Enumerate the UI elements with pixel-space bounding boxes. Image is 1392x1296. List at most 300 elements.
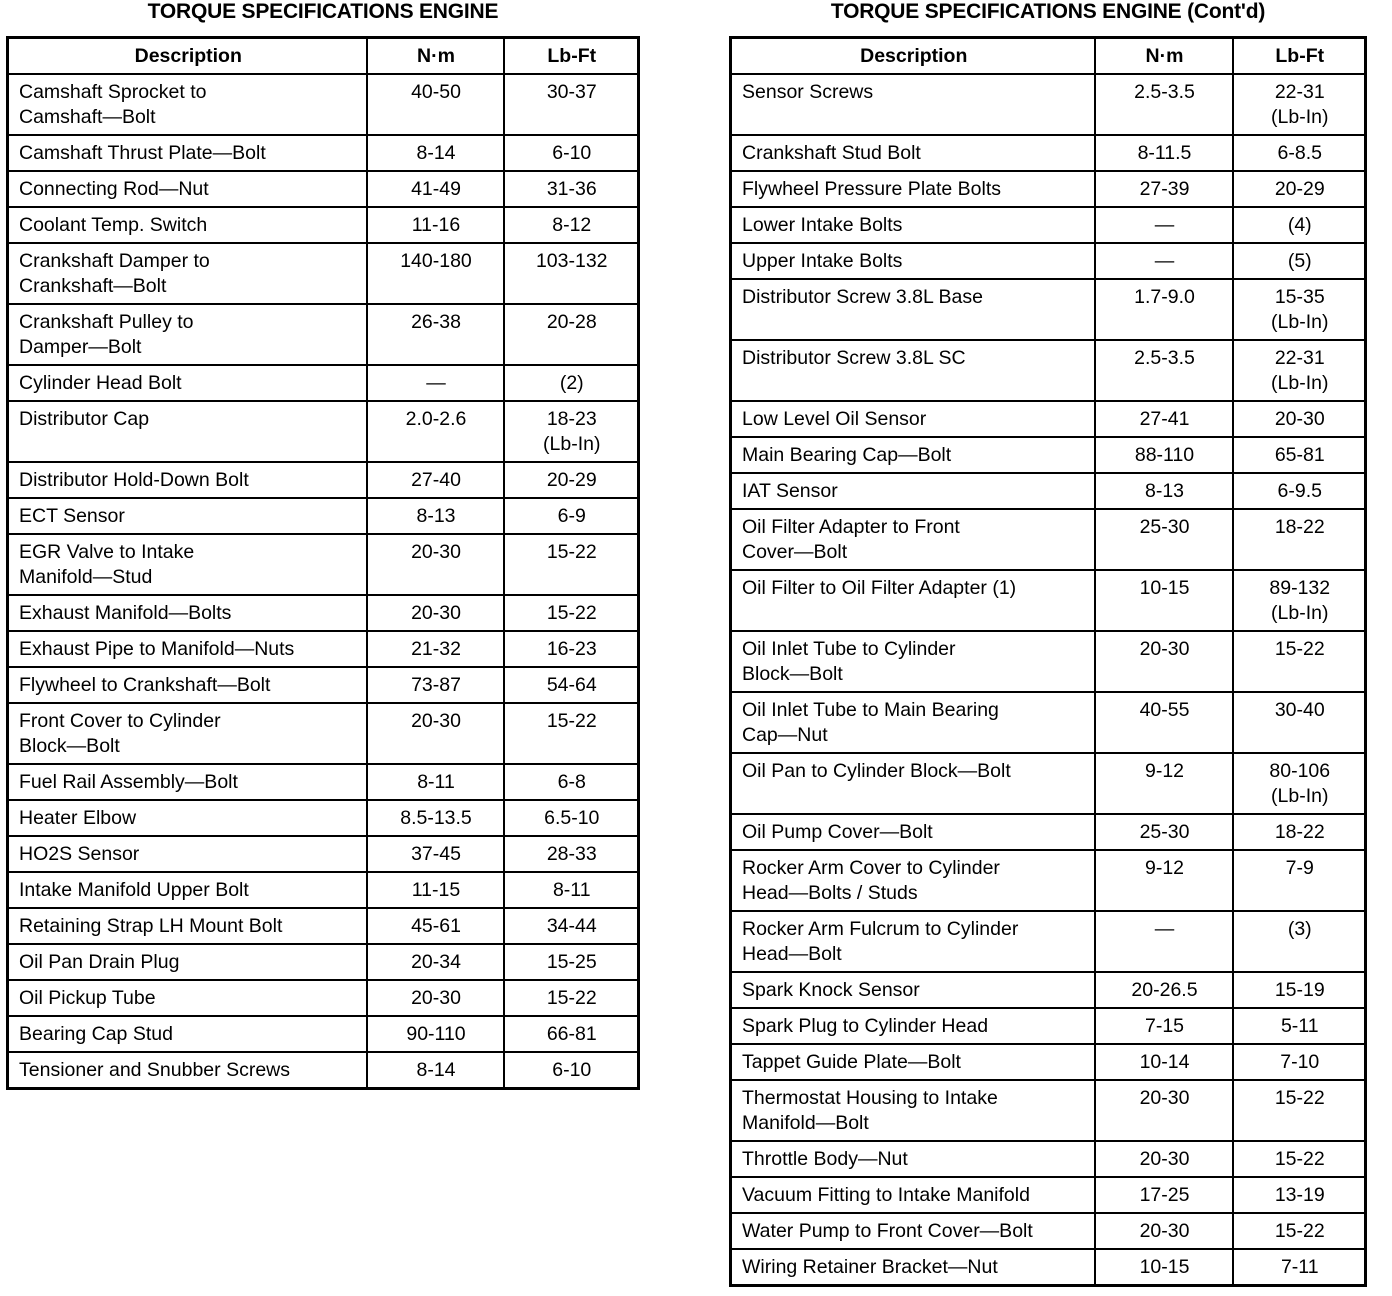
description-cell-text: Bearing Cap Stud	[19, 1023, 173, 1045]
nm-cell	[1095, 473, 1233, 509]
nm-cell	[1095, 753, 1233, 814]
description-cell-text: Flywheel to Crankshaft—Bolt	[19, 674, 271, 696]
lbft-cell-text: 6-9.5	[1277, 480, 1322, 502]
table-row	[731, 171, 1366, 207]
description-cell	[8, 703, 367, 764]
description-cell-text: Oil Filter Adapter to Front Cover—Bolt	[742, 516, 960, 563]
lbft-cell-text: 15-19	[1274, 979, 1325, 1001]
nm-cell-text: 11-16	[411, 214, 461, 236]
nm-cell-text: 7-15	[1144, 1015, 1185, 1037]
description-cell	[731, 570, 1095, 631]
lbft-cell-text: 31-36	[546, 178, 597, 200]
description-cell	[731, 437, 1095, 473]
lbft-cell	[1233, 692, 1366, 753]
lbft-cell-text: 15-35 (Lb-In)	[1271, 286, 1329, 333]
description-cell-text: ECT Sensor	[19, 505, 125, 527]
lbft-cell-text: (5)	[1287, 250, 1312, 272]
lbft-cell	[504, 980, 639, 1016]
description-cell-text: Oil Pickup Tube	[19, 987, 156, 1009]
table-row	[8, 800, 639, 836]
torque-spec-table	[6, 36, 640, 1090]
description-cell-text: Crankshaft Stud Bolt	[742, 142, 921, 164]
nm-cell-text: 10-14	[1139, 1051, 1190, 1073]
nm-cell-text: 8-14	[416, 1059, 456, 1081]
nm-cell	[1095, 1141, 1233, 1177]
lbft-cell-text: 18-22	[1274, 821, 1325, 843]
table-row	[731, 692, 1366, 753]
lbft-cell	[1233, 911, 1366, 972]
lbft-cell	[504, 908, 639, 944]
nm-cell-text: 20-30	[1139, 1087, 1190, 1109]
description-cell-text: Distributor Hold-Down Bolt	[19, 469, 249, 491]
lbft-cell	[1233, 135, 1366, 171]
lbft-cell	[1233, 1008, 1366, 1044]
lbft-cell-text: 6-8.5	[1277, 142, 1322, 164]
lbft-cell	[504, 1016, 639, 1052]
nm-cell-text: 2.5-3.5	[1134, 81, 1195, 103]
nm-cell	[1095, 1044, 1233, 1080]
description-cell-text: Cylinder Head Bolt	[19, 372, 182, 394]
description-cell	[8, 534, 367, 595]
nm-cell-text: 17-25	[1139, 1184, 1190, 1206]
description-cell-text: Oil Filter to Oil Filter Adapter (1)	[742, 577, 1017, 599]
lbft-cell-text: 18-23 (Lb-In)	[543, 408, 601, 455]
lbft-cell-text: 89-132 (Lb-In)	[1269, 577, 1331, 624]
table-row	[731, 1141, 1366, 1177]
lbft-cell-text: 20-29	[1274, 178, 1325, 200]
nm-cell-text: 2.5-3.5	[1134, 347, 1195, 369]
header-row	[731, 38, 1366, 75]
lbft-cell	[1233, 340, 1366, 401]
description-cell-text: Oil Inlet Tube to Cylinder Block—Bolt	[742, 638, 956, 685]
nm-cell	[367, 800, 504, 836]
panel-title: TORQUE SPECIFICATIONS ENGINE (Cont'd)	[830, 0, 1266, 23]
nm-cell	[1095, 243, 1233, 279]
nm-cell-text: 1.7-9.0	[1134, 286, 1195, 308]
nm-cell	[1095, 340, 1233, 401]
lbft-cell-text: 80-106 (Lb-In)	[1269, 760, 1331, 807]
lbft-cell	[504, 401, 639, 462]
nm-cell	[367, 836, 504, 872]
lbft-cell	[504, 836, 639, 872]
nm-cell	[367, 1016, 504, 1052]
table-row	[731, 401, 1366, 437]
nm-cell-text: 20-26.5	[1131, 979, 1198, 1001]
lbft-cell-text: 20-30	[1274, 408, 1325, 430]
description-cell	[731, 74, 1095, 135]
nm-cell-text: 40-55	[1139, 699, 1190, 721]
description-cell	[731, 509, 1095, 570]
nm-cell	[1095, 207, 1233, 243]
nm-cell	[1095, 401, 1233, 437]
table-row	[8, 836, 639, 872]
description-cell	[8, 764, 367, 800]
lbft-cell-text: 22-31 (Lb-In)	[1271, 81, 1329, 128]
table-row	[8, 1052, 639, 1089]
description-cell	[8, 872, 367, 908]
lbft-cell-text: (3)	[1287, 918, 1312, 940]
description-cell	[731, 1008, 1095, 1044]
table-row	[731, 1249, 1366, 1286]
nm-cell-text: 9-12	[1144, 857, 1185, 879]
description-cell	[8, 944, 367, 980]
table-row	[8, 1016, 639, 1052]
nm-cell-text: 41-49	[411, 178, 461, 200]
lbft-cell	[1233, 1177, 1366, 1213]
description-cell-text: IAT Sensor	[742, 480, 838, 502]
lbft-cell	[504, 207, 639, 243]
nm-cell	[367, 171, 504, 207]
table-row	[731, 1080, 1366, 1141]
description-cell	[731, 814, 1095, 850]
table-row	[731, 1213, 1366, 1249]
table-row	[731, 1008, 1366, 1044]
nm-cell	[1095, 509, 1233, 570]
nm-cell	[1095, 814, 1233, 850]
nm-cell	[1095, 437, 1233, 473]
lbft-cell	[1233, 171, 1366, 207]
nm-cell-text: 90-110	[406, 1023, 466, 1045]
nm-cell-text: 27-40	[411, 469, 461, 491]
nm-header: N·m	[1095, 38, 1233, 75]
description-cell	[8, 980, 367, 1016]
lbft-cell-text: (4)	[1287, 214, 1312, 236]
lbft-cell	[504, 631, 639, 667]
nm-cell-text: 25-30	[1139, 516, 1190, 538]
table-row	[8, 667, 639, 703]
table-row	[8, 207, 639, 243]
description-cell	[731, 692, 1095, 753]
nm-cell	[1095, 631, 1233, 692]
lbft-cell-text: 15-22	[1274, 1087, 1325, 1109]
lbft-cell-text: 6-9	[557, 505, 586, 527]
lbft-cell	[504, 243, 639, 304]
description-cell-text: Rocker Arm Fulcrum to Cylinder Head—Bolt	[742, 918, 1019, 965]
nm-cell-text: 9-12	[1144, 760, 1185, 782]
nm-cell	[367, 1052, 504, 1089]
nm-cell-text: 8-13	[1144, 480, 1185, 502]
lbft-cell	[504, 498, 639, 534]
description-cell	[731, 340, 1095, 401]
lbft-cell	[1233, 850, 1366, 911]
lbft-cell	[504, 764, 639, 800]
description-cell-text: Low Level Oil Sensor	[742, 408, 927, 430]
lbft-header: Lb-Ft	[1233, 38, 1366, 75]
lbft-cell	[504, 171, 639, 207]
lbft-cell	[504, 304, 639, 365]
lbft-cell-text: 15-25	[546, 951, 597, 973]
nm-cell	[1095, 570, 1233, 631]
lbft-cell	[504, 872, 639, 908]
description-cell	[8, 365, 367, 401]
table-row	[731, 74, 1366, 135]
lbft-cell	[504, 462, 639, 498]
description-cell	[8, 462, 367, 498]
table-row	[8, 171, 639, 207]
description-cell-text: Crankshaft Damper to Crankshaft—Bolt	[19, 250, 210, 297]
description-cell-text: Camshaft Sprocket to Camshaft—Bolt	[19, 81, 207, 128]
nm-cell-text: 20-30	[411, 602, 461, 624]
table-row	[731, 135, 1366, 171]
lbft-cell-text: 15-22	[1274, 1148, 1325, 1170]
description-cell-text: Heater Elbow	[19, 807, 137, 829]
table-row	[731, 207, 1366, 243]
nm-cell	[367, 872, 504, 908]
description-cell	[8, 171, 367, 207]
description-cell	[731, 473, 1095, 509]
description-cell-text: Water Pump to Front Cover—Bolt	[742, 1220, 1033, 1242]
lbft-cell	[504, 595, 639, 631]
description-cell-text: Main Bearing Cap—Bolt	[742, 444, 952, 466]
description-cell-text: Distributor Screw 3.8L Base	[742, 286, 983, 308]
description-cell	[731, 1141, 1095, 1177]
description-cell	[731, 171, 1095, 207]
nm-cell-text: 20-30	[411, 710, 461, 732]
nm-cell	[367, 631, 504, 667]
table-row	[8, 631, 639, 667]
description-cell	[8, 207, 367, 243]
nm-cell-text: 8-11.5	[1137, 142, 1192, 164]
lbft-cell-text: 7-11	[1280, 1256, 1319, 1278]
lbft-cell-text: 7-9	[1285, 857, 1314, 879]
lbft-cell	[1233, 631, 1366, 692]
nm-cell	[367, 498, 504, 534]
nm-cell-text: 8-14	[416, 142, 456, 164]
description-cell	[8, 595, 367, 631]
lbft-cell	[1233, 1080, 1366, 1141]
right-spec-panel	[729, 0, 1367, 1287]
description-cell	[731, 279, 1095, 340]
description-cell-text: Connecting Rod—Nut	[19, 178, 209, 200]
description-cell	[8, 74, 367, 135]
nm-cell	[367, 595, 504, 631]
nm-cell-text: 140-180	[400, 250, 472, 272]
lbft-cell-text: 15-22	[546, 541, 597, 563]
lbft-cell-text: 8-12	[552, 214, 592, 236]
description-cell-text: Oil Pan Drain Plug	[19, 951, 180, 973]
description-cell-text: Oil Pan to Cylinder Block—Bolt	[742, 760, 1011, 782]
description-cell	[8, 836, 367, 872]
panel-title: TORQUE SPECIFICATIONS ENGINE	[147, 0, 499, 23]
left-spec-panel	[6, 0, 640, 1090]
description-cell-text: Spark Knock Sensor	[742, 979, 920, 1001]
lbft-cell-text: 20-29	[546, 469, 597, 491]
nm-cell-text: 20-30	[1139, 1220, 1190, 1242]
nm-cell-text: 27-39	[1139, 178, 1190, 200]
lbft-cell	[504, 667, 639, 703]
description-cell	[731, 207, 1095, 243]
description-cell-text: Sensor Screws	[742, 81, 874, 103]
nm-cell	[1095, 279, 1233, 340]
description-cell	[731, 911, 1095, 972]
nm-cell	[367, 667, 504, 703]
nm-cell-text: —	[1154, 214, 1175, 236]
description-cell	[731, 753, 1095, 814]
lbft-cell	[504, 944, 639, 980]
description-cell	[731, 1080, 1095, 1141]
nm-cell	[1095, 1080, 1233, 1141]
nm-cell	[367, 980, 504, 1016]
description-cell-text: Oil Pump Cover—Bolt	[742, 821, 933, 843]
description-cell-text: Camshaft Thrust Plate—Bolt	[19, 142, 266, 164]
table-row	[8, 872, 639, 908]
lbft-cell-text: 30-37	[546, 81, 597, 103]
nm-cell-text: 11-15	[411, 879, 461, 901]
lbft-cell	[1233, 814, 1366, 850]
table-row	[8, 401, 639, 462]
description-cell-text: Lower Intake Bolts	[742, 214, 903, 236]
description-cell	[731, 1213, 1095, 1249]
description-cell	[8, 401, 367, 462]
nm-cell-text: 40-50	[411, 81, 461, 103]
table-row	[731, 473, 1366, 509]
nm-cell-text: 20-30	[1139, 1148, 1190, 1170]
description-cell-text: Rocker Arm Cover to Cylinder Head—Bolts / Studs	[742, 857, 1000, 904]
description-cell	[731, 631, 1095, 692]
nm-cell	[1095, 1249, 1233, 1286]
description-cell-text: Thermostat Housing to Intake Manifold—Bolt	[742, 1087, 998, 1134]
table-row	[8, 764, 639, 800]
nm-cell-text: 20-34	[411, 951, 461, 973]
description-cell-text: Fuel Rail Assembly—Bolt	[19, 771, 238, 793]
description-cell-text: Front Cover to Cylinder Block—Bolt	[19, 710, 221, 757]
nm-cell	[367, 534, 504, 595]
lbft-cell	[504, 135, 639, 171]
lbft-cell	[1233, 1249, 1366, 1286]
nm-cell	[1095, 692, 1233, 753]
lbft-cell-text: 6-10	[552, 1059, 592, 1081]
description-cell	[8, 800, 367, 836]
nm-cell-text: —	[1154, 918, 1175, 940]
table-row	[731, 1177, 1366, 1213]
lbft-cell-text: 6.5-10	[544, 807, 600, 829]
lbft-cell-text: 34-44	[546, 915, 597, 937]
nm-cell-text: 20-30	[411, 541, 461, 563]
nm-cell-text: 8.5-13.5	[400, 807, 472, 829]
nm-cell	[367, 304, 504, 365]
lbft-header: Lb-Ft	[504, 38, 639, 75]
nm-cell-text: 20-30	[411, 987, 461, 1009]
description-cell	[731, 401, 1095, 437]
lbft-cell-text: 7-10	[1280, 1051, 1320, 1073]
description-cell	[731, 850, 1095, 911]
nm-cell-text: 26-38	[411, 311, 461, 333]
table-row	[731, 850, 1366, 911]
description-cell	[731, 1044, 1095, 1080]
lbft-cell	[504, 365, 639, 401]
description-cell-text: EGR Valve to Intake Manifold—Stud	[19, 541, 195, 588]
description-cell-text: Upper Intake Bolts	[742, 250, 903, 272]
nm-cell	[367, 135, 504, 171]
nm-cell	[1095, 74, 1233, 135]
lbft-cell-text: (2)	[559, 372, 584, 394]
lbft-cell	[504, 74, 639, 135]
nm-header: N·m	[367, 38, 504, 75]
nm-cell	[1095, 1177, 1233, 1213]
nm-cell-text: 27-41	[1139, 408, 1190, 430]
description-cell	[8, 1052, 367, 1089]
table-row	[731, 631, 1366, 692]
table-row	[731, 1044, 1366, 1080]
lbft-cell-text: 20-28	[546, 311, 597, 333]
nm-cell-text: 10-15	[1139, 1256, 1190, 1278]
nm-cell	[1095, 972, 1233, 1008]
table-row	[731, 972, 1366, 1008]
lbft-cell-text: 15-22	[1274, 638, 1325, 660]
nm-cell-text: 8-13	[416, 505, 456, 527]
description-cell-text: Tensioner and Snubber Screws	[19, 1059, 290, 1081]
description-cell	[731, 1177, 1095, 1213]
lbft-cell-text: 103-132	[535, 250, 608, 272]
table-row	[8, 304, 639, 365]
lbft-cell	[504, 534, 639, 595]
nm-cell-text: 10-15	[1139, 577, 1190, 599]
description-cell	[8, 135, 367, 171]
nm-cell-text: —	[426, 372, 446, 394]
lbft-cell	[1233, 972, 1366, 1008]
table-row	[731, 437, 1366, 473]
table-row	[731, 814, 1366, 850]
lbft-cell-text: 13-19	[1274, 1184, 1325, 1206]
lbft-cell-text: 16-23	[546, 638, 597, 660]
description-cell-text: Vacuum Fitting to Intake Manifold	[742, 1184, 1030, 1206]
lbft-cell	[1233, 1213, 1366, 1249]
nm-cell-text: 8-11	[417, 771, 455, 793]
description-cell	[731, 243, 1095, 279]
header-row	[8, 38, 639, 75]
description-cell-text: HO2S Sensor	[19, 843, 140, 865]
nm-cell	[1095, 850, 1233, 911]
description-cell-text: Exhaust Pipe to Manifold—Nuts	[19, 638, 295, 660]
lbft-cell-text: 30-40	[1274, 699, 1325, 721]
description-cell-text: Oil Inlet Tube to Main Bearing Cap—Nut	[742, 699, 999, 746]
description-cell	[8, 667, 367, 703]
description-cell-text: Wiring Retainer Bracket—Nut	[742, 1256, 998, 1278]
lbft-cell	[1233, 74, 1366, 135]
lbft-cell	[1233, 753, 1366, 814]
description-cell	[8, 631, 367, 667]
nm-cell	[1095, 171, 1233, 207]
table-row	[8, 365, 639, 401]
nm-cell-text: 45-61	[411, 915, 461, 937]
description-cell-text: Spark Plug to Cylinder Head	[742, 1015, 989, 1037]
lbft-cell-text: 28-33	[546, 843, 597, 865]
lbft-cell-text: 15-22	[546, 710, 597, 732]
lbft-cell-text: 8-11	[552, 879, 591, 901]
lbft-cell	[1233, 570, 1366, 631]
torque-spec-table	[729, 36, 1367, 1287]
description-cell-text: Retaining Strap LH Mount Bolt	[19, 915, 283, 937]
lbft-cell-text: 15-22	[1274, 1220, 1325, 1242]
table-row	[731, 243, 1366, 279]
nm-cell	[367, 764, 504, 800]
lbft-cell-text: 18-22	[1274, 516, 1325, 538]
table-row	[8, 908, 639, 944]
lbft-cell	[504, 1052, 639, 1089]
description-header: Description	[731, 38, 1095, 75]
nm-cell	[367, 703, 504, 764]
table-row	[8, 980, 639, 1016]
table-row	[8, 135, 639, 171]
table-row	[731, 911, 1366, 972]
description-header: Description	[8, 38, 367, 75]
description-cell	[8, 1016, 367, 1052]
description-cell	[8, 304, 367, 365]
description-cell	[731, 1249, 1095, 1286]
description-cell	[8, 908, 367, 944]
nm-cell	[367, 401, 504, 462]
nm-cell	[367, 74, 504, 135]
